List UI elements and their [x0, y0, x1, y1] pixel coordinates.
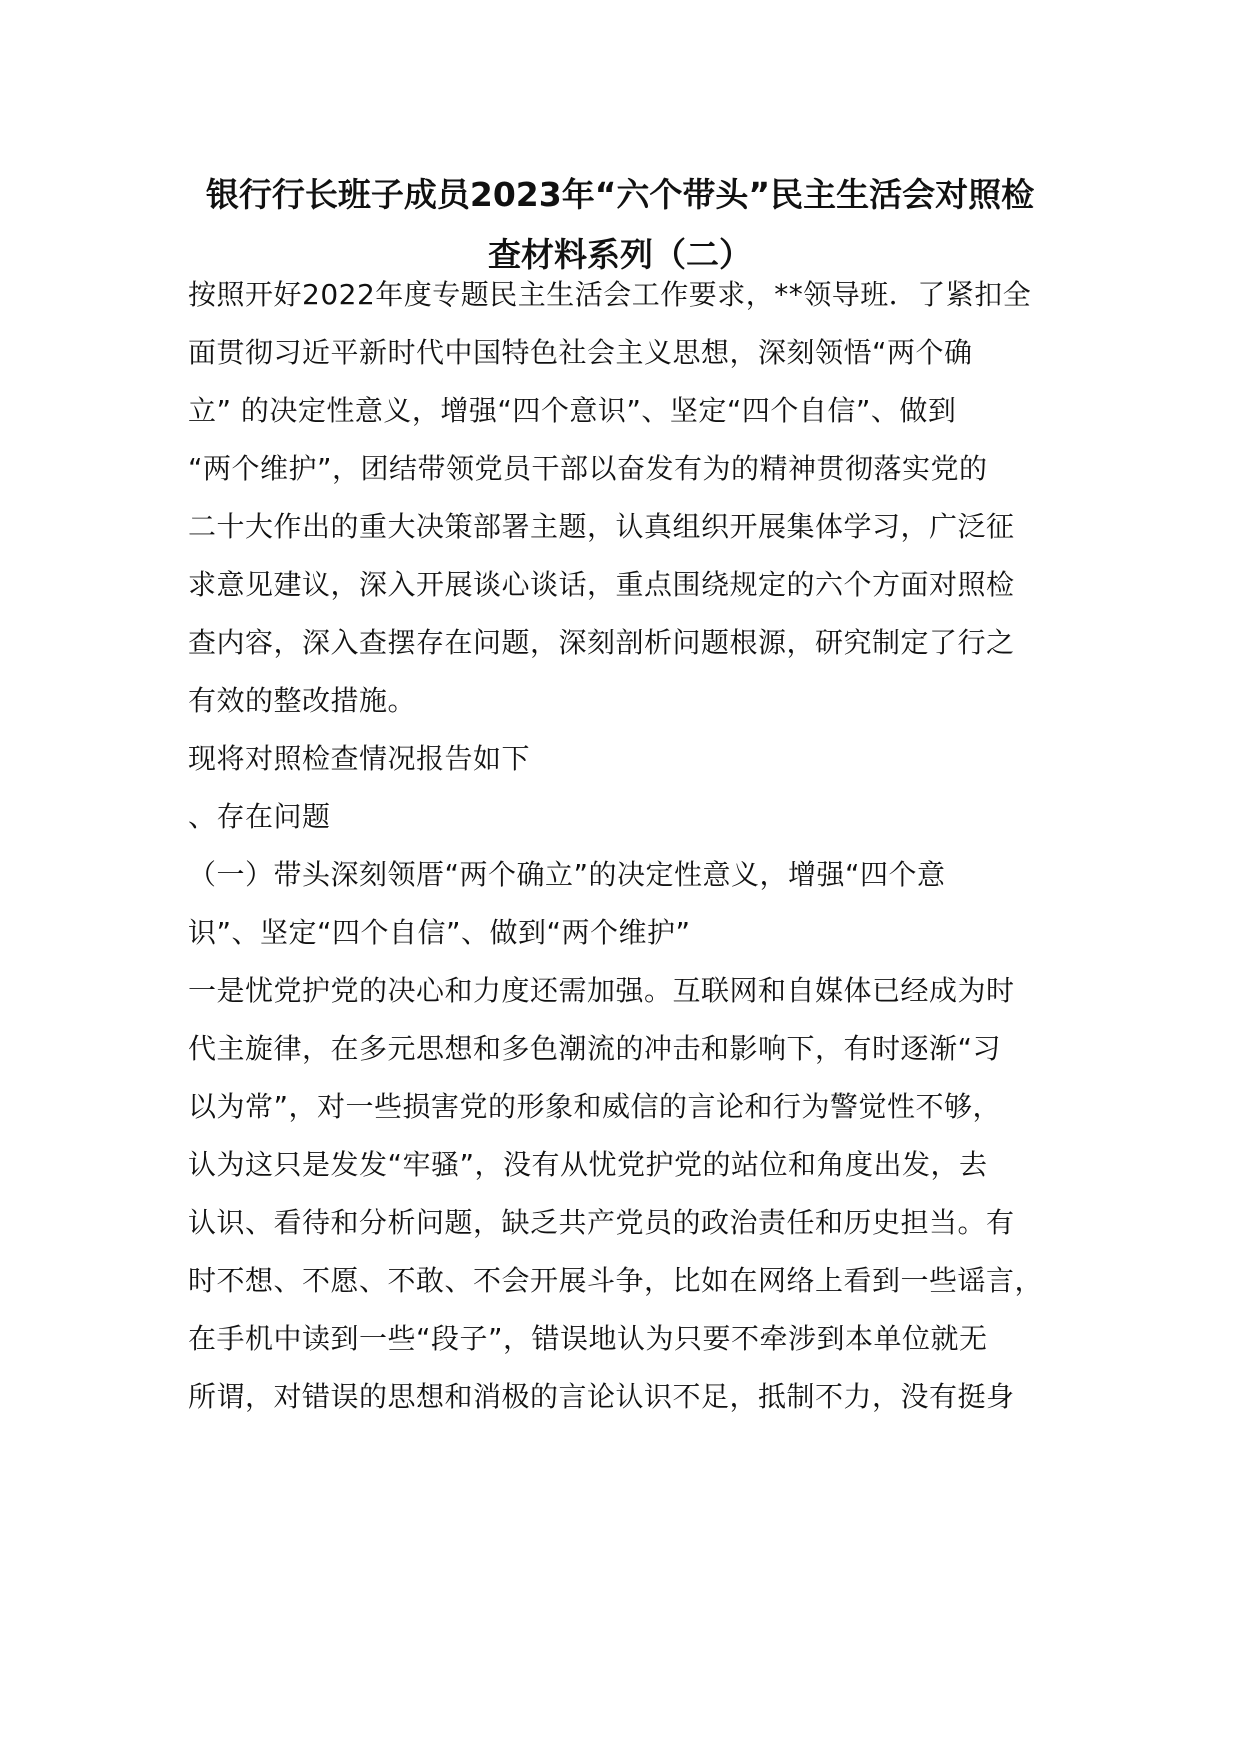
body-line: 立” 的决定性意义，增强“四个意识”、坚定“四个自信”、做到	[188, 394, 957, 427]
body-line: 有效的整改措施。	[188, 684, 417, 717]
body-line: “两个维护”，团结带领党员干部以奋发有为的精神贯彻落实党的	[188, 452, 988, 485]
body-line: 在手机中读到一些“段子”，错误地认为只要不牵涉到本单位就无	[188, 1322, 988, 1355]
body-line: 代主旋律，在多元思想和多色潮流的冲击和影响下，有时逐渐“习	[188, 1032, 1002, 1065]
body-line: 时不想、不愿、不敢、不会开展斗争，比如在网络上看到一些谣言，	[188, 1264, 1044, 1297]
document-title-line-1: 银行行长班子成员2023年“六个带头”民主生活会对照检	[205, 175, 1035, 214]
body-line: 二十大作出的重大决策部署主题，认真组织开展集体学习，广泛征	[188, 510, 1015, 543]
body-line: 面贯彻习近平新时代中国特色社会主义思想，深刻领悟“两个确	[188, 336, 973, 369]
body-line: 所谓，对错误的思想和消极的言论认识不足，抵制不力，没有挺身	[188, 1380, 1015, 1413]
body-line: 认为这只是发发“牢骚”，没有从忧党护党的站位和角度出发，去	[188, 1148, 988, 1181]
body-line: 认识、看待和分析问题，缺乏共产党员的政治责任和历史担当。有	[188, 1206, 1015, 1239]
document-title-line-2: 查材料系列（二）	[488, 235, 752, 274]
body-line: 现将对照检查情况报告如下	[188, 742, 531, 775]
body-line: 按照开好2022年度专题民主生活会工作要求，**领导班．了紧扣全	[188, 278, 1032, 311]
body-line: 求意见建议，深入开展谈心谈话，重点围绕规定的六个方面对照检	[188, 568, 1015, 601]
body-line: 以为常”，对一些损害党的形象和威信的言论和行为警觉性不够，	[188, 1090, 1002, 1123]
section-heading: 、存在问题	[188, 800, 331, 833]
subsection-heading: （一）带头深刻领厝“两个确立”的决定性意义，增强“四个意	[188, 858, 946, 891]
body-line: 查内容，深入查摆存在问题，深刻剖析问题根源，研究制定了行之	[188, 626, 1015, 659]
body-line: 一是忧党护党的决心和力度还需加强。互联网和自媒体已经成为时	[188, 974, 1015, 1007]
subsection-heading: 识”、坚定“四个自信”、做到“两个维护”	[188, 916, 691, 949]
